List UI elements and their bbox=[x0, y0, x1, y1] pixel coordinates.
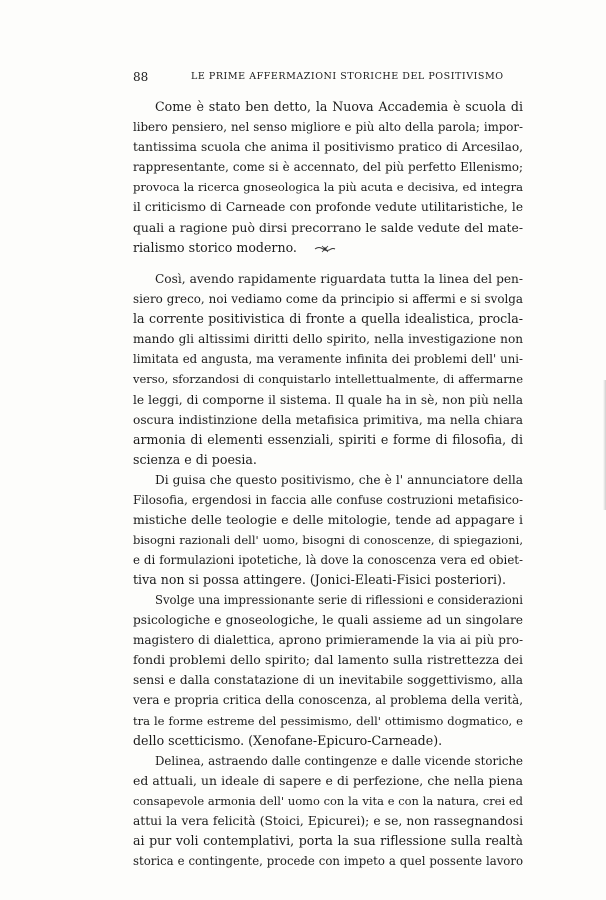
text-line: magistero di dialettica, aprono primieramende la via ai più pro- bbox=[133, 633, 523, 648]
text-line: rialismo storico moderno. bbox=[133, 239, 297, 255]
text-line: attui la vera felicità (Stoici, Epicurei); e se, non rassegnandosi bbox=[133, 814, 523, 829]
text-line: psicologiche e gnoseologiche, le quali assieme ad un singolare bbox=[133, 613, 523, 628]
text-line: bisogni razionali dell' uomo, bisogni di conoscenze, di spiegazioni, bbox=[133, 533, 523, 548]
text-line: Delinea, astraendo dalle contingenze e dalle vicende storiche bbox=[155, 754, 523, 768]
text-line: tantissima scuola che anima il positivismo pratico di Arcesilao, bbox=[133, 140, 523, 155]
paragraph-5 bbox=[133, 751, 523, 872]
section-ornament-icon bbox=[313, 243, 337, 255]
text-line: Svolge una impressionante serie di riflessioni e considerazioni bbox=[155, 593, 523, 607]
page-number: 88 bbox=[133, 70, 149, 84]
text-line: siero greco, noi vediamo come da principio si affermi e si svolga bbox=[133, 292, 523, 307]
text-line: vera e propria critica della conoscenza, al problema della verità, bbox=[133, 693, 523, 708]
running-title: LE PRIME AFFERMAZIONI STORICHE DEL POSITIVISMO bbox=[191, 71, 504, 82]
text-line: dello scetticismo. (Xenofane-Epicuro-Carneade). bbox=[133, 732, 443, 748]
text-line: verso, sforzandosi di conquistarlo intellettualmente, di affermarne bbox=[133, 372, 523, 387]
text-line: armonia di elementi essenziali, spiriti e forme di filosofia, di bbox=[133, 431, 523, 447]
paragraph-4 bbox=[133, 590, 523, 751]
text-line: storica e contingente, procede con impeto a quel possente lavoro bbox=[133, 854, 523, 869]
text-line: ed attuali, un ideale di sapere e di perfezione, che nella piena bbox=[133, 773, 523, 789]
text-line: consapevole armonia dell' uomo con la vita e con la natura, crei ed bbox=[133, 794, 523, 809]
text-line: Di guisa che questo positivismo, che è l' annunciatore della bbox=[155, 473, 523, 487]
text-line: limitata ed angusta, ma veramente infinita dei problemi dell' uni- bbox=[133, 352, 523, 367]
text-line: rappresentante, come si è accennato, del più perfetto Ellenismo; bbox=[133, 160, 523, 175]
text-line: tiva non si possa attingere. (Jonici-Eleati-Fisici posteriori). bbox=[133, 572, 506, 588]
text-line: sensi e dalla constatazione di un inevitabile soggettivismo, alla bbox=[133, 673, 523, 688]
paragraph-2 bbox=[133, 269, 523, 470]
paragraph-1 bbox=[133, 97, 523, 258]
text-line: libero pensiero, nel senso migliore e più alto della parola; impor- bbox=[133, 120, 523, 135]
text-line: mistiche delle teologie e delle mitologie, tende ad appagare i bbox=[133, 512, 523, 528]
text-line: fondi problemi dello spirito; dal lamento sulla ristrettezza dei bbox=[133, 652, 523, 668]
text-line: mando gli altissimi diritti dello spirito, nella investigazione non bbox=[133, 332, 523, 347]
text-line: tra le forme estreme del pessimismo, dell' ottimismo dogmatico, e bbox=[133, 713, 523, 728]
text-line: Così, avendo rapidamente riguardata tutta la linea del pen- bbox=[155, 272, 523, 286]
text-line: le leggi, di comporne il sistema. Il quale ha in sè, non più nella bbox=[133, 392, 523, 407]
text-line: scienza e di poesia. bbox=[133, 451, 257, 467]
text-line: il criticismo di Carneade con profonde vedute utilitaristiche, le bbox=[133, 200, 523, 215]
text-line: ai pur voli contemplativi, porta la sua riflessione sulla realtà bbox=[133, 833, 523, 849]
paragraph-3 bbox=[133, 470, 523, 591]
text-line: Filosofia, ergendosi in faccia alle confuse costruzioni metafisico- bbox=[133, 493, 523, 508]
text-line: oscura indistinzione della metafisica primitiva, ma nella chiara bbox=[133, 412, 523, 427]
running-head bbox=[133, 70, 523, 86]
text-line: la corrente positivistica di fronte a quella idealistica, procla- bbox=[133, 311, 523, 327]
text-line: e di formulazioni ipotetiche, là dove la conoscenza vera ed obiet- bbox=[133, 553, 523, 568]
text-line: quali a ragione può dirsi precorrano le salde vedute del mate- bbox=[133, 220, 523, 235]
text-line: Come è stato ben detto, la Nuova Accademia è scuola di bbox=[155, 99, 523, 114]
text-line: provoca la ricerca gnoseologica la più acuta e decisiva, ed integra bbox=[133, 180, 523, 195]
